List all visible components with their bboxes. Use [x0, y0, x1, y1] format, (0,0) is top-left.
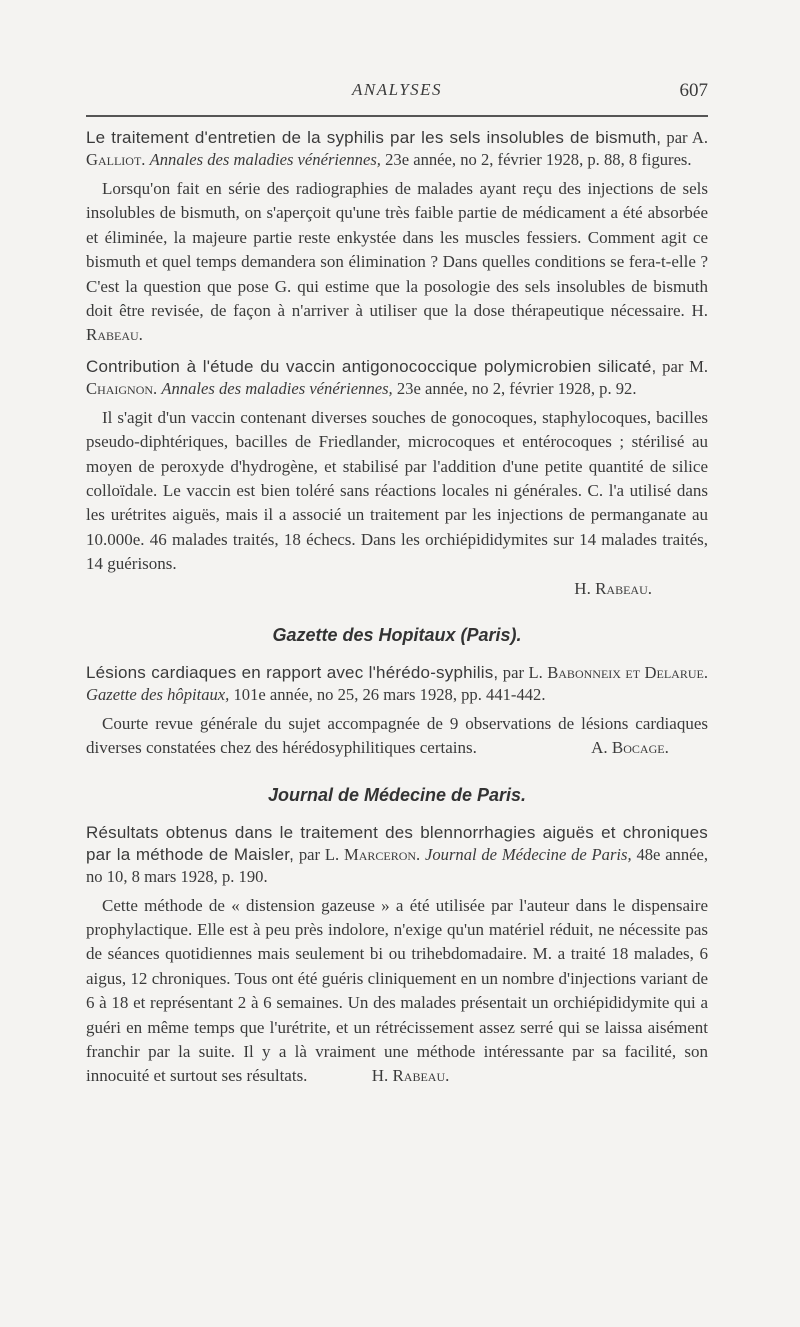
article-author: Chaignon.	[86, 378, 158, 398]
article-body	[86, 712, 708, 761]
article-body-text: Cette méthode de « distension gazeuse » a été utilisée par l'auteur dans le dispensaire prophylactique. Elle est à peu près indolore, n'exige qu'un matériel réduit, ne nécessite pas de séances quotidiennes mais seulement bi ou trihebdomadaire. M. a traité 18 malades, 6 aigus, 12 chroniques. Tous ont été guéris cliniquement en un nombre d'injections variant de 6 à 18 et représentant 2 à 6 semaines. Un des malades présentait un orchiépididymite qui a guéri en même temps que l'urétrite, et un rétrécissement assez serré qui se laissa aisément franchir par la suite. Il y a là vraiment une méthode intéressante par sa facilité, son innocuité et surtout ses résultats.	[86, 895, 708, 1086]
running-title: ANALYSES	[351, 80, 443, 99]
article-par: par L.	[298, 844, 340, 864]
article-signature: H. Rabeau.	[86, 301, 708, 345]
section-heading-journal: Journal de Médecine de Paris.	[267, 784, 527, 805]
article-par: par M.	[662, 356, 708, 376]
article-blennorrhagies	[86, 822, 708, 1089]
article-author: Marceron.	[343, 844, 421, 864]
article-signature: H. Rabeau.	[371, 1066, 450, 1086]
article-body	[86, 894, 708, 1089]
article-lesions-cardiaques	[86, 662, 708, 761]
article-heading	[86, 127, 708, 171]
article-body-text: Il s'agit d'un vaccin contenant diverses souches de gonocoques, staphylocoques, bacilles pseudo-diphtériques, bacilles de Friedlander, microcoques et entérocoques ; stérilisé au moyen de peroxyde d'hydrogène, et stabilisé par l'addition d'une petite quantité de silice colloïdale. Le vaccin est bien toléré sans réactions locales ni générales. C. l'a utilisé dans les urétrites aiguës, mais il a associé un traitement par les injections de permanganate au 10.000e. 46 malades traités, 18 échecs. Dans les orchiépididymites sur 14 malades traités, 14 guérisons.	[86, 407, 708, 574]
article-vaccin	[86, 356, 708, 601]
article-title: Résultats obtenus dans le traitement des blennorrhagies aiguës et chroniques par la méthode de Maisler,	[86, 822, 708, 864]
header-rule	[86, 115, 708, 117]
article-body	[86, 406, 708, 577]
page-number: 607	[679, 80, 708, 101]
article-par: par A.	[666, 128, 708, 147]
section-heading-gazette: Gazette des Hopitaux (Paris).	[272, 624, 522, 645]
article-title: Contribution à l'étude du vaccin antigonococcique polymicrobien silicaté,	[86, 356, 657, 376]
article-author: Galliot.	[86, 150, 146, 169]
article-title: Lésions cardiaques en rapport avec l'hérédo-syphilis,	[86, 662, 499, 682]
article-author: Babonneix et Delarue.	[547, 662, 708, 682]
article-journal: Gazette des hôpitaux,	[86, 684, 230, 704]
running-head	[86, 80, 708, 106]
article-citation: 101e année, no 25, 26 mars 1928, pp. 441-442.	[233, 684, 546, 704]
page-body	[86, 127, 708, 1089]
article-body	[86, 177, 708, 348]
article-citation: 23e année, no 2, février 1928, p. 92.	[396, 378, 637, 398]
article-journal: Annales des maladies vénériennes,	[161, 378, 393, 398]
article-journal: Journal de Médecine de Paris,	[424, 844, 632, 864]
article-par: par L.	[502, 662, 543, 682]
article-signature: H. Rabeau.	[574, 578, 652, 598]
article-citation: 48e année, no 10, 8 mars 1928, p. 190.	[86, 844, 709, 886]
article-journal: Annales des maladies vénériennes,	[149, 150, 381, 169]
article-body-text: Lorsqu'on fait en série des radiographies de malades ayant reçu des injections de sels insolubles de bismuth, on s'aperçoit qu'une très faible partie de médicament a été absorbée et éliminée, la majeure partie reste enkystée dans les muscles fessiers. Comment agit ce bismuth et quel temps demandera son élimination ? Dans quelles conditions se fera-t-elle ? C'est la question que pose G. qui estime que la posologie des sels insolubles de bismuth doit être revisée, de façon à n'arriver à utiliser que la dose thérapeutique nécessaire.	[86, 179, 708, 321]
article-signature: A. Bocage.	[591, 738, 669, 758]
article-heading	[86, 662, 708, 706]
article-bismuth	[86, 127, 708, 348]
article-heading	[86, 356, 708, 400]
article-heading	[86, 822, 708, 888]
article-citation: 23e année, no 2, février 1928, p. 88, 8 figures.	[385, 150, 692, 169]
article-title: Le traitement d'entretien de la syphilis par les sels insolubles de bismuth,	[86, 128, 662, 147]
article-body-text: Courte revue générale du sujet accompagnée de 9 observations de lésions cardiaques diverses constatées chez des hérédosyphilitiques certains.	[86, 713, 708, 758]
